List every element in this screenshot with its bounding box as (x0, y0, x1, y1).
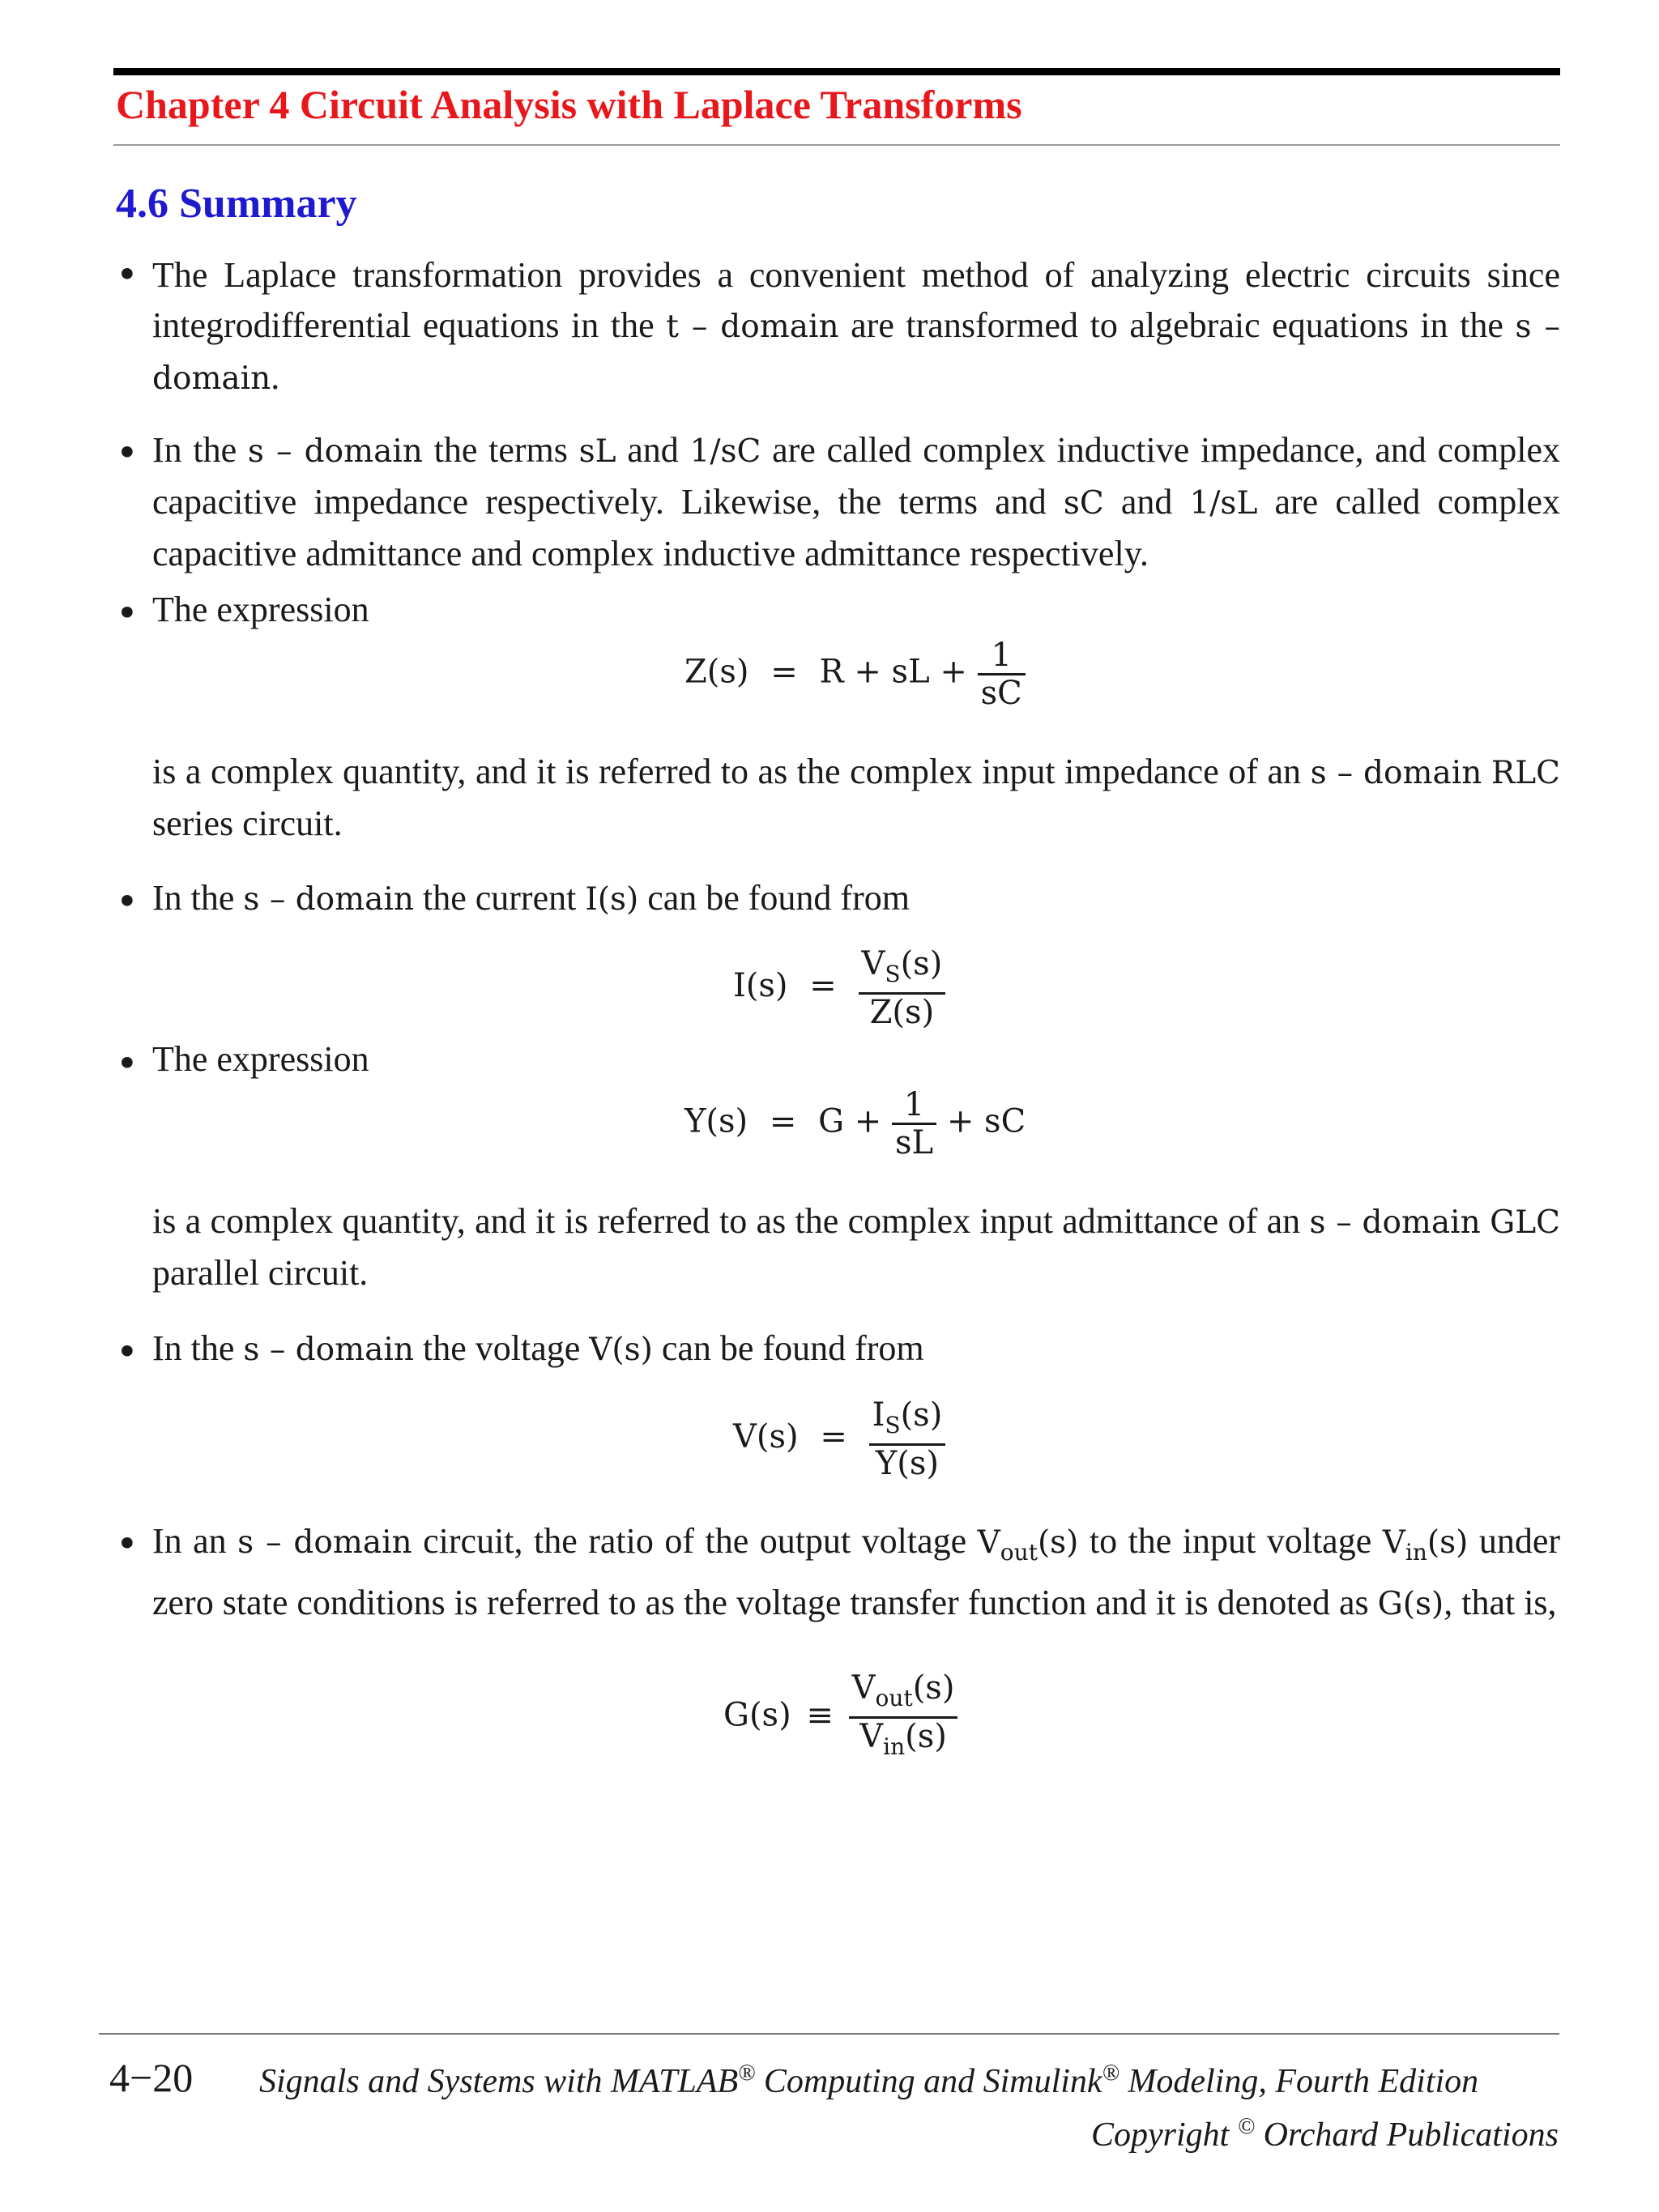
bullet-7-text: In an s – domain circuit, the ratio of the output voltage $V_{out}(s)$ to the input voltage $V_{in}(s)$ under zero state conditions is referred to as the voltage transfer function and it is denoted as G(s), that is, (152, 1521, 1561, 1622)
bullet-icon: • (116, 1330, 139, 1375)
bullet-icon: • (116, 1522, 139, 1566)
bullet-icon: • (116, 880, 139, 924)
section-title: 4.6 Summary (116, 181, 357, 227)
top-rule (113, 68, 1560, 75)
bullet-1-text: The Laplace transformation provides a convenient method of analyzing electric circuits since integrodifferential equations in the t – domain are transformed to algebraic equations in the s – domain. (152, 255, 1560, 397)
bullet-4-text: In the s – domain the current I(s) can be found from (152, 878, 910, 918)
equation-transfer-function: G(s) ≡ $\frac{V_{out}(s)}{V_{in}(s)}$ (723, 1670, 957, 1765)
bullet-3-text: is a complex quantity, and it is referred to as the complex input impedance of an s – domain RLC series circuit. (152, 752, 1561, 843)
equation-current: I(s) = $\frac{V_S(s)}{Z(s)}$ (733, 946, 945, 1030)
bullet-icon: • (116, 431, 139, 475)
bullet-2-text: In the s – domain the terms sL and 1/sC are called complex inductive impedance, and complex capacitive impedance respectively. Likewise, the terms and sC and 1/sL are called complex capacitive admittance and complex inductive admittance respectively. (152, 430, 1561, 573)
copyright-line: Copyright © Orchard Publications (1091, 2114, 1559, 2154)
bullet-icon: • (116, 591, 139, 636)
equation-admittance: Y(s) = G + $\frac{1}{sL}$ + sC (684, 1086, 1026, 1161)
bullet-3-intro: The expression (152, 590, 369, 629)
bullet-5-text: is a complex quantity, and it is referred to as the complex input admittance of an s – domain GLC parallel circuit. (152, 1201, 1561, 1293)
page-number: 4−20 (109, 2055, 194, 2100)
book-title: Signals and Systems with MATLAB® Computing and Simulink® Modeling, Fourth Edition (259, 2061, 1479, 2100)
bullet-icon: • (116, 1042, 139, 1086)
chapter-title: Chapter 4 Circuit Analysis with Laplace Transforms (116, 82, 1022, 127)
equation-impedance: Z(s) = R + sL + $\frac{1}{sC}$ (684, 637, 1026, 711)
chapter-rule (113, 144, 1560, 146)
equation-voltage: V(s) = $\frac{I_S(s)}{Y(s)}$ (733, 1397, 945, 1481)
bullet-icon: • (116, 253, 139, 297)
bullet-6-text: In the s – domain the voltage V(s) can be found from (152, 1328, 924, 1368)
footer-rule (99, 2033, 1559, 2035)
bullet-5-intro: The expression (152, 1039, 369, 1079)
